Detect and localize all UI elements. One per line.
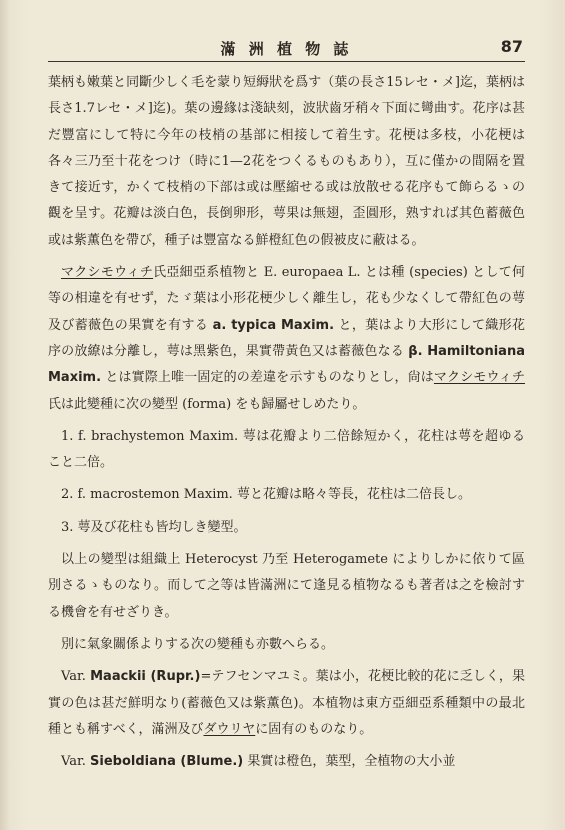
- paragraph-maximowicz: マクシモウィチ氏亞細亞系植物と E. europaea L. とは種 (species) として何等の相違を有せず，たゞ葉は小形花梗少しく離生し，花も少なくして帶紅色の萼及び蓄薇色の果實を有する a. typica Maxim. と，葉はより大形にして織形花序の放繚は分離し，萼は黑紫色，果實帶黃色又は蓄薇色なる β. Hamiltoniana Maxim. とは實際上唯一固定的の差違を示すものなりとし，尙はマクシモウィチ氏は此變種に次の變型 (forma) をも歸屬せしめたり。: [48, 265, 525, 412]
- header-rule: [48, 61, 525, 62]
- taxon-hamiltoniana: β. Hamiltoniana Maxim.: [48, 343, 525, 386]
- taxon-typica: a. typica Maxim.: [212, 317, 335, 333]
- paragraph-description: 葉柄も嫩葉と同斷少しく毛を蒙り短縟狀を爲す（葉の長さ15レセ・メ]迄，葉柄は長さ1.7レセ・メ]迄)。葉の邊緣は淺缺刻，波狀齒牙稍々下面に彎曲す。花序は甚だ豐富にして特に今年の枝梢の基部に相接して着生す。花梗は多枝，小花梗は各々三乃至十花をつけ（時に1—2花をつくるものもあり），互に僅かの間隔を置きて接近す，かくて枝梢の下部は或は壓縮せる或は放散せる花序もて飾らるゝの觀を呈す。花瓣は淡白色，長倒卵形，萼果は無翅，歪圓形，熟すれば其色蓄薇色或は紫薫色を帶び，種子は豐富なる鮮橙紅色の假被皮に蔽はる。: [48, 75, 525, 248]
- paragraph-varieties-intro: 別に氣象關係よりする次の變種も亦數へらる。: [61, 636, 335, 652]
- author-name-katakana: マクシモウィチ: [433, 370, 525, 386]
- paragraph-classification-note: 以上の變型は組織上 Heterocyst 乃至 Heterogamete によりしかに依りて區別さるゝものなり。而して之等は皆滿洲にて逢見る植物なるも著者は之を檢討する機會を有せざりき。: [48, 552, 525, 620]
- running-title: 滿 洲 植 物 誌: [220, 40, 353, 58]
- author-name-katakana: マクシモウィチ: [61, 265, 154, 281]
- taxon-sieboldiana: Sieboldiana (Blume.): [90, 754, 244, 770]
- page-header: [48, 34, 525, 64]
- forma-item-2: 2. f. macrostemon Maxim. 萼と花瓣は略々等長，花柱は二倍長し。: [61, 487, 471, 503]
- variety-sieboldiana: Var. Sieboldiana (Blume.) 果實は橙色，葉型，全植物の大小並: [61, 754, 456, 770]
- body-text: [48, 70, 525, 775]
- place-name-dauria: ダウリヤ: [203, 721, 256, 737]
- taxon-maackii: Maackii (Rupr.): [90, 669, 201, 685]
- forma-item-3: 3. 萼及び花柱も皆均しき變型。: [61, 519, 247, 535]
- forma-item-1: 1. f. brachystemon Maxim. 萼は花瓣より二倍餘短かく，花柱は萼を超ゆること二倍。: [48, 428, 525, 471]
- variety-maackii: Var. Maackii (Rupr.)=テフセンマユミ。葉は小，花梗比較的花に乏しく，果實の色は甚だ鮮明なり(蓄薇色又は紫薫色)。本植物は東方亞細亞系種類中の最北種とも稱すべく，滿洲及びダウリヤに固有のものなり。: [48, 669, 525, 737]
- page-number: 87: [500, 37, 523, 56]
